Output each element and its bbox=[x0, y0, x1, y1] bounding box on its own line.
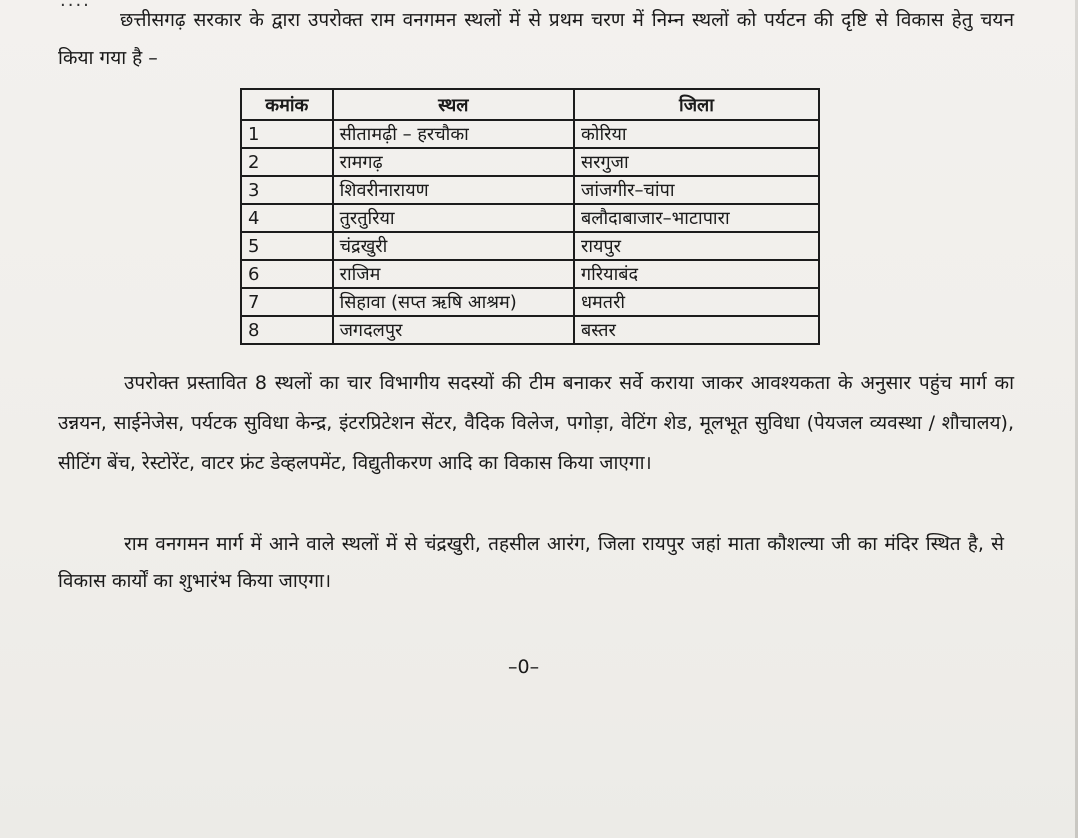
row-place: सीतामढ़ी – हरचौका bbox=[333, 120, 574, 148]
intro-paragraph: छत्तीसगढ़ सरकार के द्वारा उपरोक्त राम वनगमन स्थलों में से प्रथम चरण में निम्न स्थलों को पर्यटन की दृष्टि से विकास हेतु चयन किया गया है – bbox=[58, 9, 1014, 69]
top-fragment-text: .... bbox=[60, 0, 91, 11]
development-paragraph: उपरोक्त प्रस्तावित 8 स्थलों का चार विभागीय सदस्यों की टीम बनाकर सर्वे कराया जाकर आवश्यकता के अनुसार पहुंच मार्ग का उन्नयन, साईनेजेस, पर्यटक सुविधा केन्द्र, इंटरप्रिटेशन सेंटर, वैदिक विलेज, पगोड़ा, वेटिंग शेड, मूलभूत सुविधा (पेयजल व्यवस्था / शौचालय), सीटिंग बेंच, रेस्टोरेंट, वाटर फ्रंट डेव्हलपमेंट, विद्युतीकरण आदि का विकास किया जाएगा। bbox=[58, 372, 1014, 474]
table-row bbox=[241, 232, 819, 260]
row-place: चंद्रखुरी bbox=[333, 232, 574, 260]
table-row bbox=[241, 316, 819, 344]
table-row bbox=[241, 176, 819, 204]
table-row bbox=[241, 204, 819, 232]
row-place: जगदलपुर bbox=[333, 316, 574, 344]
row-district: रायपुर bbox=[574, 232, 819, 260]
row-district: बलौदाबाजार–भाटापारा bbox=[574, 204, 819, 232]
header-serial: कमांक bbox=[241, 89, 333, 120]
row-place: रामगढ़ bbox=[333, 148, 574, 176]
row-serial: 7 bbox=[241, 288, 333, 316]
places-table bbox=[240, 88, 820, 345]
header-place: स्थल bbox=[333, 89, 574, 120]
row-district: बस्तर bbox=[574, 316, 819, 344]
row-place: सिहावा (सप्त ऋषि आश्रम) bbox=[333, 288, 574, 316]
row-serial: 8 bbox=[241, 316, 333, 344]
row-district: धमतरी bbox=[574, 288, 819, 316]
row-place: राजिम bbox=[333, 260, 574, 288]
row-serial: 2 bbox=[241, 148, 333, 176]
table-row bbox=[241, 120, 819, 148]
table-row bbox=[241, 148, 819, 176]
row-district: सरगुजा bbox=[574, 148, 819, 176]
row-district: गरियाबंद bbox=[574, 260, 819, 288]
row-serial: 5 bbox=[241, 232, 333, 260]
inauguration-paragraph: राम वनगमन मार्ग में आने वाले स्थलों में से चंद्रखुरी, तहसील आरंग, जिला रायपुर जहां माता कौशल्या जी का मंदिर स्थित है, से विकास कार्यों का शुभारंभ किया जाएगा। bbox=[58, 533, 1004, 592]
row-place: शिवरीनारायण bbox=[333, 176, 574, 204]
row-place: तुरतुरिया bbox=[333, 204, 574, 232]
row-district: जांजगीर–चांपा bbox=[574, 176, 819, 204]
row-serial: 6 bbox=[241, 260, 333, 288]
row-serial: 3 bbox=[241, 176, 333, 204]
row-serial: 1 bbox=[241, 120, 333, 148]
table-header-row bbox=[241, 89, 819, 120]
row-serial: 4 bbox=[241, 204, 333, 232]
table-row bbox=[241, 260, 819, 288]
table-row bbox=[241, 288, 819, 316]
row-district: कोरिया bbox=[574, 120, 819, 148]
end-mark: –0– bbox=[508, 656, 540, 678]
header-district: जिला bbox=[574, 89, 819, 120]
